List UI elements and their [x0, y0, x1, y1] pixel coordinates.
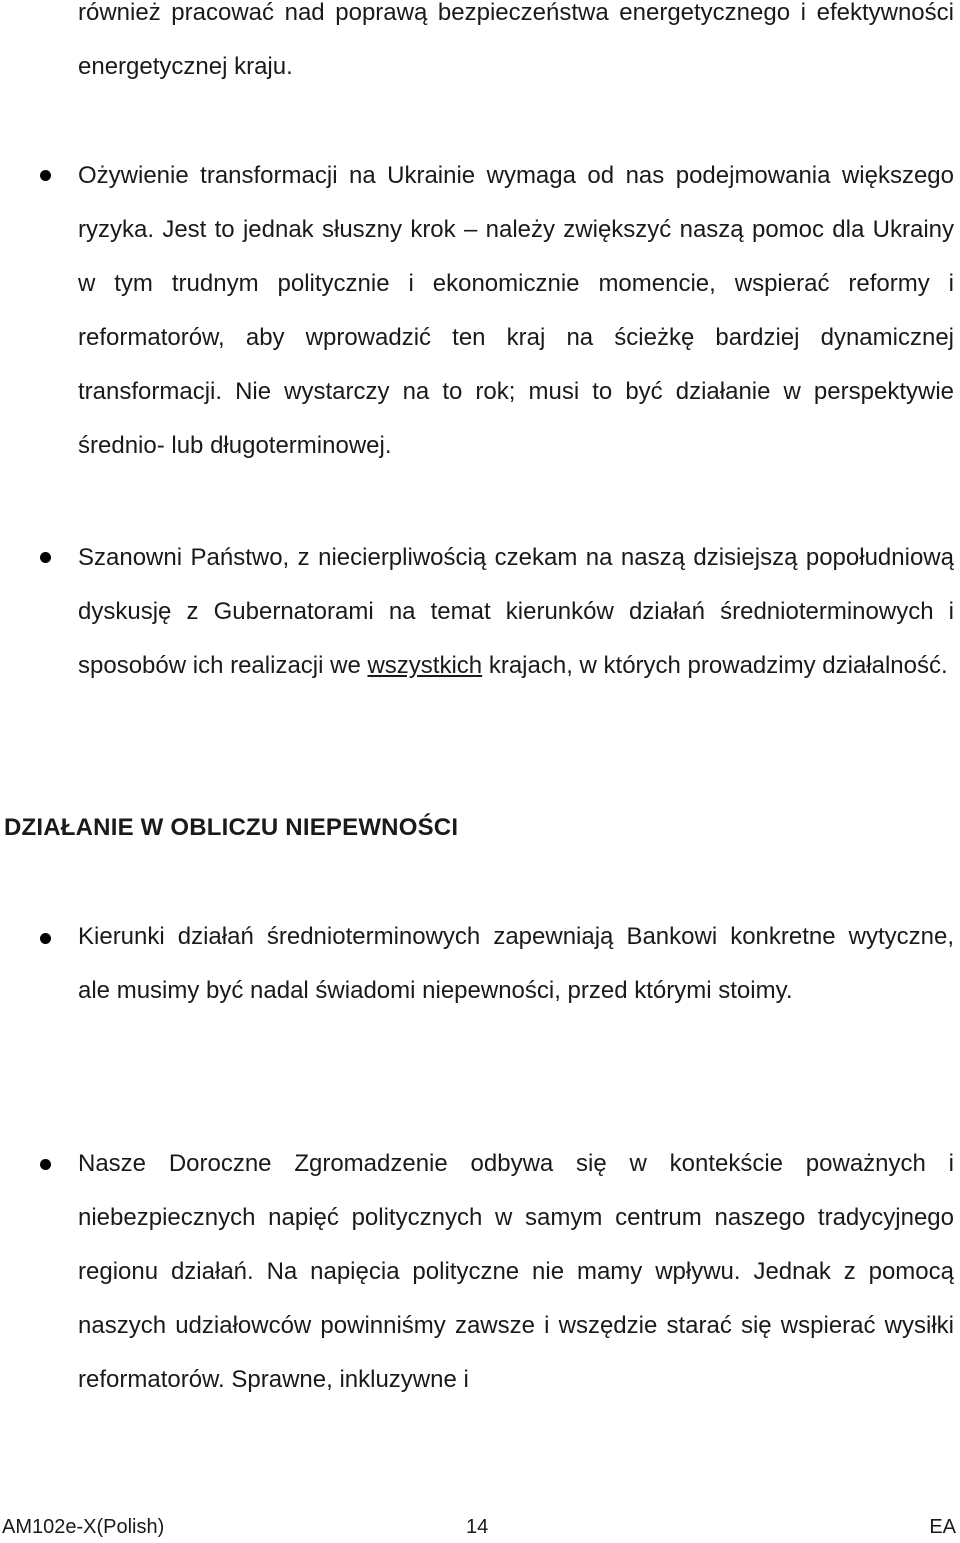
underlined-word: wszystkich — [367, 652, 483, 679]
paragraph-uncertainty: Kierunki działań średnioterminowych zapewniają Bankowi konkretne wytyczne, ale musimy być nadal świadomi niepewności, przed którymi stoimy. — [78, 923, 954, 1004]
footer-page-number: 14 — [466, 1516, 489, 1538]
section-heading: DZIAŁANIE W OBLICZU NIEPEWNOŚCI — [4, 814, 459, 841]
bullet-icon — [40, 170, 51, 181]
paragraph-text: Szanowni Państwo, z niecierpliwością czekam na naszą dzisiejszą popołudniową dyskusję z Gubernatorami na temat kierunków działań średnioterminowych i sposobów ich realizacji we — [78, 544, 954, 679]
paragraph-text: krajach, w których prowadzimy działalność. — [482, 652, 948, 679]
bullet-icon — [40, 552, 51, 563]
paragraph-governors-discussion — [78, 531, 954, 693]
bullet-icon — [40, 933, 51, 944]
footer-doc-code: AM102e-X(Polish) — [2, 1516, 165, 1538]
footer-lang-code: EA — [929, 1516, 956, 1538]
paragraph-energy-security: również pracować nad poprawą bezpieczeństwa energetycznego i efektywności energetycznej kraju. — [78, 0, 954, 80]
paragraph-ukraine-transformation: Ożywienie transformacji na Ukrainie wymaga od nas podejmowania większego ryzyka. Jest to jednak słuszny krok – należy zwiększyć naszą pomoc dla Ukrainy w tym trudnym politycznie i ekonomicznie momencie, wspierać reformy i reformatorów, aby wprowadzić ten kraj na ścieżkę bardziej dynamicznej transformacji. Nie wystarczy na to rok; musi to być działanie w perspektywie średnio- lub długoterminowej. — [78, 162, 954, 459]
paragraph-annual-meeting: Nasze Doroczne Zgromadzenie odbywa się w kontekście poważnych i niebezpiecznych napięć politycznych w samym centrum naszego tradycyjnego regionu działań. Na napięcia polityczne nie mamy wpływu. Jednak z pomocą naszych udziałowców powinniśmy zawsze i wszędzie starać się wspierać wysiłki reformatorów. Sprawne, inkluzywne i — [78, 1150, 954, 1393]
bullet-icon — [40, 1159, 51, 1170]
